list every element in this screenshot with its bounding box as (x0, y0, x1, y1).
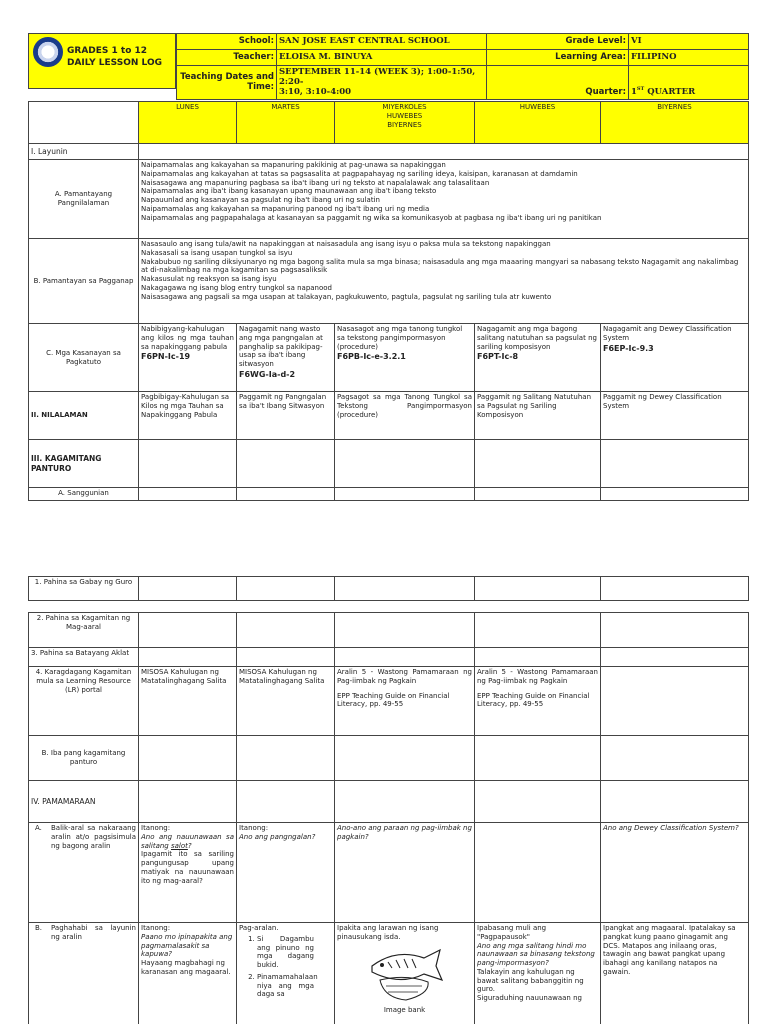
list-item: 1. Si Dagambu ang pinuno ng mga dagang bukid. (257, 935, 332, 970)
balik-aral-day2: Itanong: Ano ang pangngalan? (237, 823, 335, 923)
paghahabi-day1: Itanong: Paano mo ipinapakita ang pagmamalasakit sa kapuwa? Hayaang magbahagi ng karanasan ang magaaral. (139, 923, 237, 1024)
iba-pang-kagamitan-label: B. Iba pang kagamitang panturo (29, 736, 139, 781)
kagamitan-mag-aaral-label: 2. Pahina sa Kagamitan ng Mag-aaral (29, 613, 139, 648)
day-huwebes: HUWEBES (475, 102, 601, 144)
lr-portal-label: 4. Karagdagang Kagamitan mula sa Learning Resource (LR) portal (29, 667, 139, 736)
pamamaraan-title: IV. PAMAMARAAN (29, 781, 139, 823)
kagamitan-title: III. KAGAMITANG PANTURO (29, 440, 139, 488)
day-biyernes: BIYERNES (601, 102, 749, 144)
pamantayan-sa-pagganap-label: B. Pamantayan sa Pagganap (29, 239, 139, 324)
logo-title: GRADES 1 to 12 DAILY LESSON LOG (67, 46, 162, 68)
paghahabi-day3: Ipakita ang larawan ng isang pinausukang isda. Image bank (335, 923, 475, 1024)
nilalaman-day1: Pagbibigay-Kahulugan sa Kilos ng mga Tauhan sa Napakinggang Pabula (139, 392, 237, 440)
school-label: School: (177, 34, 277, 50)
pamantayang-pangnilalaman-content: Naipamamalas ang kakayahan sa mapanuring pakikinig at pag-unawa sa napakinggan Naipamamalas ang kakayahan at tatas sa pagsasalita at pagpapahayag ng sariling ideya, kaisipan, karanasan at damdamin Naisasagawa ang mapanuring pagbasa sa iba't ibang uri ng teksto at napalalawak ang talasalitaan Naipamamalas ang iba't ibang kasanayan upang maunawaan ang iba't ibang teksto Napauunlad ang kasanayan sa pagsulat ng iba't ibang uri ng sulatin Naipamamalas ang kakayahan sa mapanuring panood ng iba't ibang uri ng media Naipamamalas ang pagpapahalaga at kasanayan sa paggamit ng wika sa komunikasyob at pagbasa ng iba't ibang uri ng panitikan (139, 160, 749, 239)
day-lunes: LUNES (139, 102, 237, 144)
lr-portal-day2: MISOSA Kahulugan ng Matatalinghagang Salita (237, 667, 335, 736)
batayang-aklat-label: 3. Pahina sa Batayang Aklat (29, 648, 139, 667)
corner-cell (29, 102, 139, 144)
lr-portal-day5 (601, 667, 749, 736)
grade-value: VI (629, 34, 749, 50)
dates-value: SEPTEMBER 11-14 (WEEK 3); 1:00-1:50, 2:20- 3:10, 3:10-4:00 (277, 66, 487, 100)
sanggunian-label: A. Sanggunian (29, 488, 139, 501)
nilalaman-day5: Paggamit ng Dewey Classification System (601, 392, 749, 440)
lesson-table-part2 (28, 576, 749, 601)
area-value: FILIPINO (629, 50, 749, 66)
kasanayan-day2: Nagagamit nang wasto ang mga pangngalan at panghalip sa pakikipag-usap sa iba't ibang sitwasyon F6WG-Ia-d-2 (237, 324, 335, 392)
quarter-label: Quarter: (487, 66, 629, 100)
kasanayan-day5: Nagagamit ang Dewey Classification System F6EP-Ic-9.3 (601, 324, 749, 392)
paghahabi-day2: Pag-aralan. 1. Si Dagambu ang pinuno ng mga dagang bukid. 2. Pinamamahalaan niya ang mga daga sa (237, 923, 335, 1024)
lr-portal-day4: Aralin 5 - Wastong Pamamaraan ng Pag-iimbak ng Pagkain EPP Teaching Guide on Financial Literacy, pp. 49-55 (475, 667, 601, 736)
logo-block (28, 33, 176, 89)
day-miyerkoles: MIYERKOLES HUWEBES BIYERNES (335, 102, 475, 144)
paghahabi-label: B. Paghahabi sa layunin ng aralin (29, 923, 139, 1024)
pamantayan-sa-pagganap-content: Nasasaulo ang isang tula/awit na napakinggan at naisasadula ang isang isyu o paksa mula sa tekstong napakinggan Nakasasali sa isang usapan tungkol sa isyu Nakabubuo ng sariling diksiyunaryo ng mga bagong salita mula sa mga binasa; naisasadula ang mga maaaring mangyari sa nabasang teksto Nagagamit ang nakalimbag at di-nakalimbag na mga kagamitan sa pagsasaliksik Nakasusulat ng reaksyon sa isang isyu Nakagagawa ng isang blog entry tungkol sa napanood Naisasagawa ang pagsali sa mga usapan at talakayan, pagkukuwento, pagtula, pagsulat ng sariling tula atr kuwento (139, 239, 749, 324)
lr-portal-day1: MISOSA Kahulugan ng Matatalinghagang Salita (139, 667, 237, 736)
kasanayan-day3: Nasasagot ang mga tanong tungkol sa tekstong pangimpormasyon (procedure) F6PB-Ic-e-3.2.1 (335, 324, 475, 392)
teacher-value: ELOISA M. BINUYA (277, 50, 487, 66)
gabay-guro-label: 1. Pahina sa Gabay ng Guro (29, 577, 139, 601)
area-label: Learning Area: (487, 50, 629, 66)
smoked-fish-image (366, 946, 444, 1004)
nilalaman-day4: Paggamit ng Salitang Natutuhan sa Pagsulat ng Sariling Komposisyon (475, 392, 601, 440)
balik-aral-day1: Itanong: Ano ang nauunawaan sa salitang salot? Ipagamit ito sa sariling pangungusap upang matiyak na nauunawaan ito ng mag-aaral? (139, 823, 237, 923)
layunin-title: I. Layunin (29, 144, 139, 160)
school-value: SAN JOSE EAST CENTRAL SCHOOL (277, 34, 487, 50)
kasanayan-label: C. Mga Kasanayan sa Pagkatuto (29, 324, 139, 392)
balik-aral-label: A. Balik-aral sa nakaraang aralin at/o pagsisimula ng bagong aralin (29, 823, 139, 923)
lesson-table-part3 (28, 612, 749, 1024)
pamantayang-pangnilalaman-label: A. Pamantayang Pangnilalaman (29, 160, 139, 239)
nilalaman-title: II. NILALAMAN (29, 392, 139, 440)
paghahabi-day4: Ipabasang muli ang "Pagpapausok" Ano ang mga salitang hindi mo naunawaan sa binasang tekstong pang-impormasyon? Talakayin ang kahulugan ng bawat salitang babanggitin ng guro. Siguraduhing nauunawaan ng (475, 923, 601, 1024)
quarter-value: 1ST QUARTER (629, 66, 749, 100)
lr-portal-day3: Aralin 5 - Wastong Pamamaraan ng Pag-iimbak ng Pagkain EPP Teaching Guide on Financial Literacy, pp. 49-55 (335, 667, 475, 736)
kasanayan-day1: Nabibigyang-kahulugan ang kilos ng mga tauhan sa napakinggang pabula F6PN-Ic-19 (139, 324, 237, 392)
balik-aral-day5: Ano ang Dewey Classification System? (601, 823, 749, 923)
list-item: 2. Pinamamahalaan niya ang mga daga sa (257, 973, 332, 999)
deped-seal-icon (33, 37, 63, 67)
nilalaman-day3: Pagsagot sa mga Tanong Tungkol sa Tekstong Pangimpormasyon (procedure) (335, 392, 475, 440)
lesson-table-part1 (28, 101, 749, 501)
teacher-label: Teacher: (177, 50, 277, 66)
image-caption: Image bank (383, 1005, 426, 1014)
header-table (176, 33, 749, 100)
grade-label: Grade Level: (487, 34, 629, 50)
day-martes: MARTES (237, 102, 335, 144)
paghahabi-day5: Ipangkat ang magaaral. Ipatalakay sa pangkat kung paano ginagamit ang DCS. Matapos ang inilaang oras, tawagin ang bawat pangkat upang ibahagi ang kanilang natapos na gawain. (601, 923, 749, 1024)
dates-label: Teaching Dates and Time: (177, 66, 277, 100)
balik-aral-day3: Ano-ano ang paraan ng pag-iimbak ng pagkain? (335, 823, 475, 923)
kasanayan-day4: Nagagamit ang mga bagong salitang natutuhan sa pagsulat ng sariling komposisyon F6PT-Ic-8 (475, 324, 601, 392)
nilalaman-day2: Paggamit ng Pangngalan sa iba't Ibang Sitwasyon (237, 392, 335, 440)
